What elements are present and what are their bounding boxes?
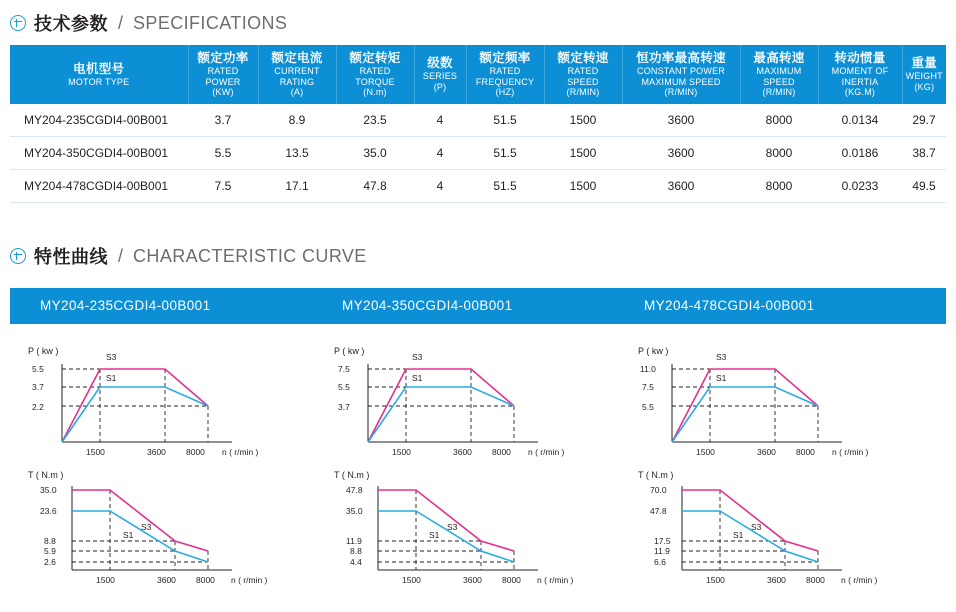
xtick: 3600	[157, 575, 176, 585]
cell-rated-power: 5.5	[188, 136, 258, 169]
xtick: 1500	[86, 447, 105, 457]
cell-maximum-speed: 8000	[740, 104, 818, 137]
cell-rated-speed: 1500	[544, 169, 622, 202]
chart-xlabel: n ( r/min )	[231, 575, 268, 585]
xtick: 8000	[492, 447, 511, 457]
ytick: 35.0	[40, 485, 57, 495]
characteristic-curve-heading-cn: 特性曲线	[34, 247, 108, 267]
chart-column-2	[620, 330, 930, 595]
ytick: 3.7	[338, 402, 350, 412]
xtick: 1500	[402, 575, 421, 585]
ytick: 17.5	[654, 536, 671, 546]
series-label-s1: S1	[412, 373, 423, 383]
series-label-s1: S1	[123, 530, 134, 540]
series-label-s3: S3	[447, 522, 458, 532]
series-label-s3: S3	[412, 352, 423, 362]
cell-motor-type: MY204-350CGDI4-00B001	[10, 136, 188, 169]
ytick: 5.5	[642, 402, 654, 412]
chart-ylabel: T ( N.m )	[28, 470, 64, 480]
cell-rated-torque: 47.8	[336, 169, 414, 202]
chart-ylabel: T ( N.m )	[334, 470, 370, 480]
cell-moment-of-inertia: 0.0233	[818, 169, 902, 202]
col-weight: 重量 WEIGHT (KG)	[902, 45, 946, 104]
chart-xlabel: n ( r/min )	[222, 447, 259, 457]
series-label-s1: S1	[429, 530, 440, 540]
cell-rated-power: 3.7	[188, 104, 258, 137]
ytick: 3.7	[32, 382, 44, 392]
chart-ylabel: T ( N.m )	[638, 470, 674, 480]
table-header-row	[10, 45, 946, 104]
chart-torque-2	[620, 460, 940, 595]
cell-constant-power-max-speed: 3600	[622, 169, 740, 202]
ytick: 47.8	[650, 506, 667, 516]
ytick: 5.5	[338, 382, 350, 392]
cell-rated-torque: 23.5	[336, 104, 414, 137]
chart-xlabel: n ( r/min )	[537, 575, 574, 585]
characteristic-curve-heading-slash: /	[118, 245, 124, 266]
cell-current-rating: 17.1	[258, 169, 336, 202]
chart-torque-1	[316, 460, 626, 595]
cell-rated-frequency: 51.5	[466, 136, 544, 169]
cell-constant-power-max-speed: 3600	[622, 136, 740, 169]
ytick: 2.6	[44, 557, 56, 567]
ytick: 6.6	[654, 557, 666, 567]
col-motor-type-en: MOTOR TYPE	[68, 76, 130, 87]
series-label-s3: S3	[106, 352, 117, 362]
cell-weight: 38.7	[902, 136, 946, 169]
ytick: 11.0	[640, 364, 656, 374]
series-label-s3: S3	[141, 522, 152, 532]
cell-weight: 49.5	[902, 169, 946, 202]
chart-power-0	[10, 330, 310, 460]
xtick: 8000	[806, 575, 825, 585]
chart-xlabel: n ( r/min )	[528, 447, 565, 457]
col-rated-frequency: 额定频率 RATED FREQUENCY (HZ)	[466, 45, 544, 104]
series-label-s3: S3	[751, 522, 762, 532]
chart-ylabel: P ( kw )	[638, 346, 669, 356]
ytick: 7.5	[338, 364, 350, 374]
ytick: 2.2	[32, 402, 44, 412]
cell-series: 4	[414, 169, 466, 202]
cell-rated-speed: 1500	[544, 104, 622, 137]
xtick: 8000	[196, 575, 215, 585]
chart-ylabel: P ( kw )	[334, 346, 365, 356]
curve-title-1: MY204-350CGDI4-00B001	[342, 298, 513, 313]
xtick: 3600	[453, 447, 472, 457]
col-series: 级数 SERIES (P)	[414, 45, 466, 104]
col-rated-speed: 额定转速 RATED SPEED (R/MIN)	[544, 45, 622, 104]
ytick: 11.9	[654, 546, 670, 556]
cell-moment-of-inertia: 0.0134	[818, 104, 902, 137]
plus-circle-icon	[10, 248, 26, 264]
ytick: 5.9	[44, 546, 56, 556]
specifications-heading-cn: 技术参数	[34, 14, 108, 34]
cell-motor-type: MY204-478CGDI4-00B001	[10, 169, 188, 202]
xtick: 3600	[463, 575, 482, 585]
xtick: 8000	[502, 575, 521, 585]
col-rated-torque: 额定转矩 RATED TORQUE (N.m)	[336, 45, 414, 104]
col-motor-type	[10, 45, 188, 104]
xtick: 8000	[186, 447, 205, 457]
cell-current-rating: 8.9	[258, 104, 336, 137]
xtick: 8000	[796, 447, 815, 457]
col-constant-power-max-speed: 恒功率最高转速 CONSTANT POWER MAXIMUM SPEED (R/MIN)	[622, 45, 740, 104]
cell-moment-of-inertia: 0.0186	[818, 136, 902, 169]
col-maximum-speed: 最高转速 MAXIMUM SPEED (R/MIN)	[740, 45, 818, 104]
cell-rated-frequency: 51.5	[466, 104, 544, 137]
xtick: 1500	[96, 575, 115, 585]
curve-title-0: MY204-235CGDI4-00B001	[40, 298, 211, 313]
col-rated-power: 额定功率 RATED POWER (KW)	[188, 45, 258, 104]
ytick: 8.8	[350, 546, 362, 556]
col-motor-type-cn: 电机型号	[73, 61, 125, 76]
xtick: 3600	[767, 575, 786, 585]
ytick: 47.8	[346, 485, 363, 495]
chart-column-0	[10, 330, 320, 595]
specifications-heading	[0, 10, 287, 36]
cell-weight: 29.7	[902, 104, 946, 137]
ytick: 35.0	[346, 506, 363, 516]
cell-motor-type: MY204-235CGDI4-00B001	[10, 104, 188, 137]
chart-power-2	[620, 330, 940, 460]
cell-constant-power-max-speed: 3600	[622, 104, 740, 137]
series-label-s1: S1	[716, 373, 727, 383]
ytick: 4.4	[350, 557, 362, 567]
col-current-rating: 额定电流 CURRENT RATING (A)	[258, 45, 336, 104]
ytick: 8.8	[44, 536, 56, 546]
ytick: 5.5	[32, 364, 44, 374]
ytick: 70.0	[650, 485, 667, 495]
cell-series: 4	[414, 136, 466, 169]
ytick: 23.6	[40, 506, 57, 516]
table-row	[10, 169, 946, 202]
col-moment-of-inertia: 转动惯量 MOMENT OF INERTIA (KG.M)	[818, 45, 902, 104]
xtick: 1500	[696, 447, 715, 457]
specifications-heading-en: SPECIFICATIONS	[133, 12, 288, 33]
chart-ylabel: P ( kw )	[28, 346, 59, 356]
curve-title-2: MY204-478CGDI4-00B001	[644, 298, 815, 313]
series-label-s1: S1	[733, 530, 744, 540]
plus-circle-icon	[10, 15, 26, 31]
cell-rated-power: 7.5	[188, 169, 258, 202]
cell-maximum-speed: 8000	[740, 136, 818, 169]
curve-title-band	[10, 288, 946, 324]
specifications-table-wrap	[10, 45, 946, 203]
chart-xlabel: n ( r/min )	[841, 575, 878, 585]
table-row	[10, 104, 946, 137]
cell-rated-torque: 35.0	[336, 136, 414, 169]
cell-rated-speed: 1500	[544, 136, 622, 169]
cell-current-rating: 13.5	[258, 136, 336, 169]
characteristic-curve-heading	[0, 243, 367, 269]
series-label-s1: S1	[106, 373, 117, 383]
series-label-s3: S3	[716, 352, 727, 362]
xtick: 3600	[757, 447, 776, 457]
table-row	[10, 136, 946, 169]
xtick: 1500	[706, 575, 725, 585]
chart-power-1	[316, 330, 626, 460]
cell-maximum-speed: 8000	[740, 169, 818, 202]
characteristic-curve-heading-en: CHARACTERISTIC CURVE	[133, 245, 367, 266]
xtick: 1500	[392, 447, 411, 457]
chart-column-1	[316, 330, 626, 595]
cell-series: 4	[414, 104, 466, 137]
specifications-heading-slash: /	[118, 12, 124, 33]
ytick: 11.9	[346, 536, 362, 546]
specifications-table	[10, 45, 946, 203]
xtick: 3600	[147, 447, 166, 457]
chart-xlabel: n ( r/min )	[832, 447, 869, 457]
cell-rated-frequency: 51.5	[466, 169, 544, 202]
ytick: 7.5	[642, 382, 654, 392]
chart-torque-0	[10, 460, 310, 595]
